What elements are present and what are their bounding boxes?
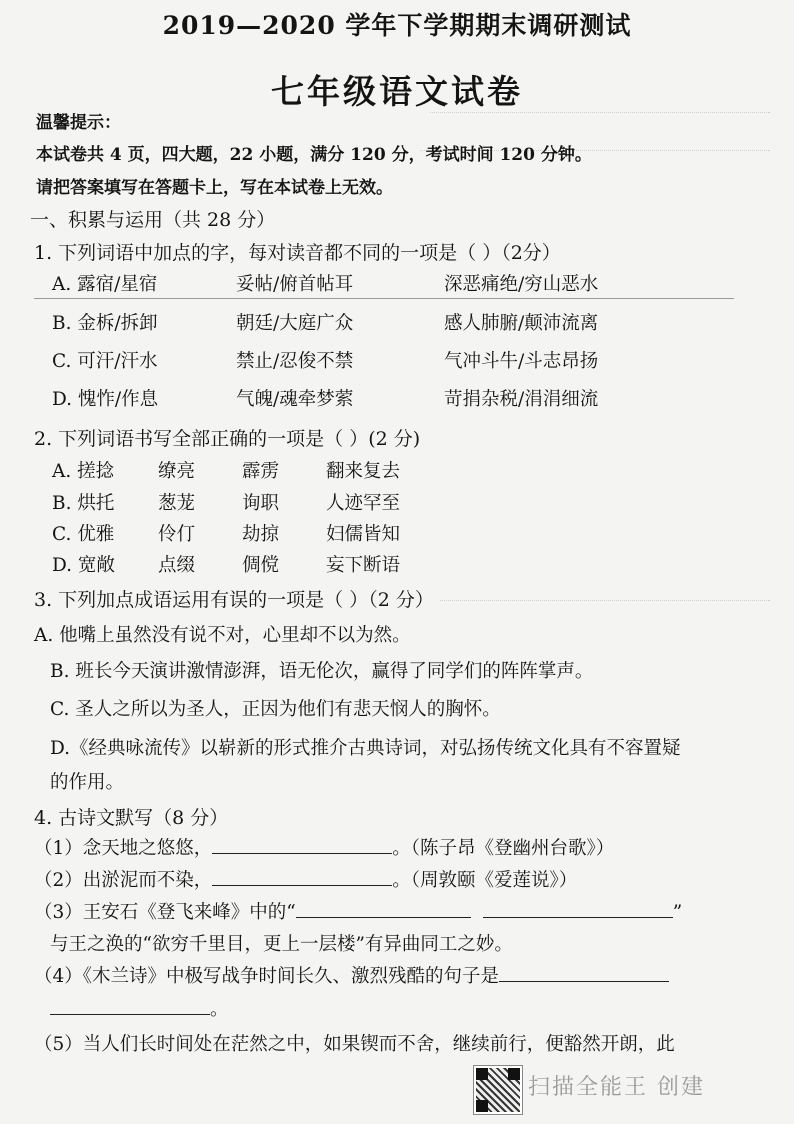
q4-item-3-close-quote: ” — [672, 902, 683, 923]
scanner-watermark: 扫描全能王 创建 — [528, 1075, 705, 1100]
q4-item-4 — [34, 962, 669, 988]
q4-item-3-prompt: （3）王安石《登飞来峰》中的“ — [34, 902, 296, 923]
q4-item-4-continued — [50, 995, 229, 1021]
q2-option-c-3: 劫掠 — [242, 524, 280, 545]
exam-term-title: 2019—2020 学年下学期期末调研测试 — [162, 11, 632, 40]
q1-option-d-3: 苛捐杂税/涓涓细流 — [444, 389, 599, 410]
notice-line-2: 请把答案填写在答题卡上，写在本试卷上无效。 — [36, 178, 393, 198]
answer-blank[interactable] — [212, 867, 392, 886]
q1-option-b-2: 朝廷/大庭广众 — [236, 313, 354, 334]
exam-subject-title: 七年级语文试卷 — [271, 72, 523, 111]
qr-code-icon — [474, 1066, 522, 1114]
answer-blank[interactable] — [296, 899, 471, 918]
q2-option-c-2: 伶仃 — [158, 524, 196, 545]
q1-option-a-1: A. 露宿/星宿 — [52, 274, 158, 295]
question-2-stem: 2. 下列词语书写全部正确的一项是（ ）(2 分) — [34, 428, 421, 450]
q4-item-5: （5）当人们长时间处在茫然之中，如果锲而不舍，继续前行，便豁然开朗，此 — [34, 1034, 675, 1055]
q4-item-1-prompt: （1）念天地之悠悠， — [34, 838, 213, 859]
q2-option-b-1: B. 烘托 — [52, 493, 115, 514]
question-1-stem: 1. 下列词语中加点的字，每对读音都不同的一项是（ ）（2分） — [34, 242, 561, 264]
q2-option-d-4: 妄下断语 — [326, 555, 401, 576]
q1-option-d-1: D. 愧怍/作息 — [52, 389, 159, 410]
q2-option-a-3: 霹雳 — [242, 461, 280, 482]
q3-option-d-continued: 的作用。 — [50, 772, 125, 793]
question-4-stem: 4. 古诗文默写（8 分） — [34, 807, 229, 829]
q1-option-d-2: 气魄/魂牵梦萦 — [236, 389, 354, 410]
q4-item-2 — [34, 866, 577, 892]
q1-option-a-3: 深恶痛绝/穷山恶水 — [444, 274, 599, 295]
q2-option-a-2: 缭亮 — [158, 461, 196, 482]
q4-item-2-source: 。（周敦颐《爱莲说》） — [392, 870, 578, 891]
q2-option-a-4: 翻来复去 — [326, 461, 401, 482]
q3-option-d: D.《经典咏流传》以崭新的形式推介古典诗词，对弘扬传统文化具有不容置疑 — [50, 738, 681, 759]
q3-option-a: A. 他嘴上虽然没有说不对，心里却不以为然。 — [34, 625, 411, 646]
q2-option-d-2: 点缀 — [158, 555, 196, 576]
q4-item-3 — [34, 898, 682, 924]
bleed-through-line — [430, 112, 770, 133]
q2-option-d-3: 倜傥 — [242, 555, 280, 576]
q2-option-c-1: C. 优雅 — [52, 524, 115, 545]
section-heading: 一、积累与运用（共 28 分） — [30, 209, 276, 231]
bleed-through-line — [440, 600, 770, 621]
q4-item-2-prompt: （2）出淤泥而不染， — [34, 870, 213, 891]
q4-item-4-end: 。 — [210, 999, 229, 1020]
answer-blank[interactable] — [483, 899, 673, 918]
q1-option-c-3: 气冲斗牛/斗志昂扬 — [444, 351, 599, 372]
q3-option-c: C. 圣人之所以为圣人，正因为他们有悲天悯人的胸怀。 — [50, 699, 501, 720]
q1-option-b-1: B. 金柝/拆卸 — [52, 313, 158, 334]
answer-blank[interactable] — [50, 996, 210, 1015]
q1-option-c-1: C. 可汗/汗水 — [52, 351, 158, 372]
stray-pencil-line — [34, 298, 734, 299]
answer-blank[interactable] — [212, 835, 392, 854]
q2-option-b-2: 葱茏 — [158, 493, 196, 514]
answer-blank[interactable] — [499, 963, 669, 982]
q4-item-3-continued: 与王之涣的“欲穷千里目，更上一层楼”有异曲同工之妙。 — [50, 934, 513, 955]
q2-option-b-4: 人迹罕至 — [326, 493, 401, 514]
q2-option-d-1: D. 宽敞 — [52, 555, 115, 576]
q1-option-a-2: 妥帖/俯首帖耳 — [236, 274, 354, 295]
q4-item-1 — [34, 834, 614, 860]
notice-heading: 温馨提示： — [36, 113, 121, 133]
q4-item-1-source: 。（陈子昂《登幽州台歌》） — [392, 838, 615, 859]
q2-option-b-3: 询职 — [242, 493, 280, 514]
q2-option-c-4: 妇儒皆知 — [326, 524, 401, 545]
q1-option-b-3: 感人肺腑/颠沛流离 — [444, 313, 599, 334]
notice-line-1: 本试卷共 4 页，四大题，22 小题，满分 120 分，考试时间 120 分钟。 — [36, 145, 592, 165]
q2-option-a-1: A. 搓捻 — [52, 461, 115, 482]
q4-item-4-prompt: （4）《木兰诗》中极写战争时间长久、激烈残酷的句子是 — [34, 966, 500, 987]
q3-option-b: B. 班长今天演讲激情澎湃，语无伦次，赢得了同学们的阵阵掌声。 — [50, 661, 594, 682]
q1-option-c-2: 禁止/忍俊不禁 — [236, 351, 354, 372]
question-3-stem: 3. 下列加点成语运用有误的一项是（ ）（2 分） — [34, 589, 434, 611]
